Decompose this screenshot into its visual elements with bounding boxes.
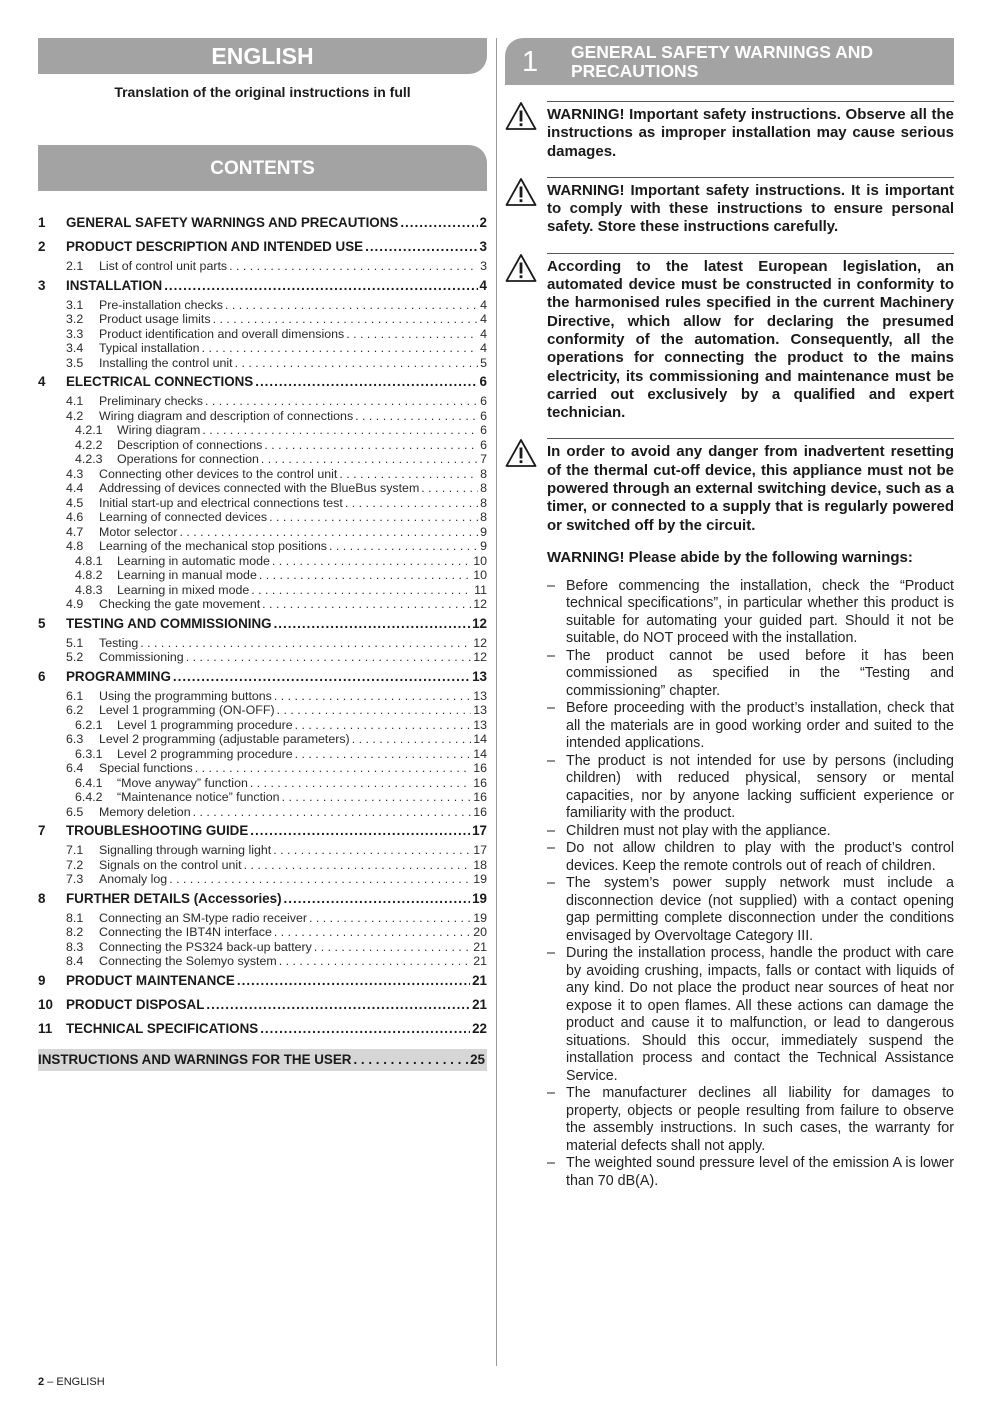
toc-subentry-page: 4: [480, 312, 487, 326]
safety-warning: [505, 177, 954, 237]
toc-entry-page: 21: [472, 972, 487, 988]
toc-subentry-title: Connecting other devices to the control unit: [99, 466, 338, 481]
toc-subentry-title: Level 1 programming procedure: [117, 717, 293, 732]
toc-subentry-number: 4.2.3: [75, 452, 103, 466]
toc-subentry-title: Typical installation: [99, 341, 200, 355]
toc-entry-page: 25: [470, 1052, 485, 1067]
toc-subentry[interactable]: [38, 525, 487, 540]
toc-subentry-number: 3.5: [66, 355, 84, 370]
toc-entry-user-instructions[interactable]: [38, 1049, 487, 1071]
toc-subentry-title: Connecting the IBT4N interface: [99, 925, 272, 939]
toc-subentry-number: 4.9: [66, 597, 84, 611]
toc-subentry-title: Learning in automatic mode: [117, 553, 270, 568]
warning-bullet: – The product cannot be used before it has been commissioned as specified in the “Testing and commissioning” chapter.: [547, 648, 954, 701]
toc-subentry-page: 16: [473, 761, 487, 775]
toc-subentry-title: Learning in manual mode: [117, 568, 257, 582]
toc-subentry-number: 7.2: [66, 857, 84, 872]
table-of-contents: [38, 215, 487, 1041]
toc-subentry[interactable]: [38, 452, 487, 467]
abide-heading: WARNING! Please abide by the following warnings:: [547, 548, 913, 566]
toc-entry[interactable]: [38, 239, 487, 259]
toc-subentry-page: 10: [473, 568, 487, 582]
toc-subentry-page: 5: [480, 355, 487, 370]
toc-subentry-number: 7.1: [66, 843, 84, 857]
toc-subentry[interactable]: [38, 298, 487, 313]
toc-subentry[interactable]: [38, 481, 487, 496]
toc-entry-title: PRODUCT DISPOSAL: [66, 996, 205, 1012]
toc-subentry-title: Level 2 programming (adjustable parameters): [99, 732, 350, 746]
footer-page-number: 2: [38, 1376, 45, 1388]
toc-subentry-page: 14: [473, 732, 487, 746]
toc-subentry[interactable]: [38, 554, 487, 569]
toc-entry-title: TESTING AND COMMISSIONING: [66, 615, 272, 631]
toc-subentry-page: 9: [480, 539, 487, 553]
toc-subentry-page: 19: [473, 910, 487, 925]
toc-subentry-title: Connecting an SM-type radio receiver: [99, 910, 307, 925]
toc-subentry-title: Installing the control unit: [99, 355, 233, 370]
warning-text: According to the latest European legislation, an automated device must be constructed in conformity to the harmonised rules specified in the current Machinery Directive, which allow for declaring the presumed conformity of the automation. Consequently, all the operations for connecting the product to the mains electricity, its commissioning and maintenance must be carried out exclusively by a qualified and expert technician.: [547, 253, 954, 423]
toc-subentry-title: Testing: [99, 635, 139, 650]
toc-subentry-title: Signals on the control unit: [99, 857, 242, 872]
toc-subentry-title: Commissioning: [99, 650, 184, 664]
warning-text: In order to avoid any danger from inadvertent resetting of the thermal cut-off device, this appliance must not be powered through an external switching device, such as a timer, or connected to a supply that is regularly powered or switched off by the circuit.: [547, 438, 954, 534]
toc-entry-number: 1: [38, 215, 46, 230]
left-column: [38, 38, 487, 1071]
toc-subentry-title: Level 1 programming (ON-OFF): [99, 703, 275, 717]
toc-subentry-page: 16: [473, 804, 487, 819]
toc-subentry-number: 6.1: [66, 688, 84, 703]
toc-entry-title: ELECTRICAL CONNECTIONS: [66, 374, 254, 389]
warning-triangle-icon: [505, 101, 537, 131]
toc-section: [38, 997, 487, 1017]
toc-entry-page: 13: [472, 668, 487, 684]
toc-subentry-page: 9: [480, 524, 487, 539]
toc-entry-page: 21: [472, 996, 487, 1012]
safety-warning: [505, 438, 954, 534]
toc-subentry-number: 4.2.1: [75, 423, 103, 437]
translation-subtitle: Translation of the original instructions in full: [114, 84, 411, 100]
toc-subentry-number: 8.3: [66, 939, 84, 954]
toc-subentry-title: Learning of the mechanical stop positions: [99, 539, 327, 553]
toc-entry-page: 2: [479, 215, 487, 230]
toc-subentry-page: 12: [473, 650, 487, 664]
toc-subentry-title: Initial start-up and electrical connections test: [99, 495, 343, 510]
toc-entry-title: INSTRUCTIONS AND WARNINGS FOR THE USER: [38, 1052, 352, 1067]
toc-subentry[interactable]: [38, 732, 487, 747]
warning-triangle-icon: [505, 438, 537, 468]
language-title: ENGLISH: [38, 38, 487, 74]
toc-subentry-number: 4.2.2: [75, 437, 103, 452]
toc-subentry-title: Pre-installation checks: [99, 297, 223, 312]
toc-subentry-title: Signalling through warning light: [99, 843, 272, 857]
toc-entry[interactable]: [38, 823, 487, 843]
toc-entry[interactable]: [38, 616, 487, 636]
toc-subentry-title: Checking the gate movement: [99, 597, 261, 611]
toc-subentry-number: 3.2: [66, 312, 84, 326]
toc-entry[interactable]: [38, 278, 487, 298]
toc-subentry-page: 13: [473, 717, 487, 732]
toc-subentry[interactable]: [38, 650, 487, 665]
toc-entry-title: FURTHER DETAILS (Accessories): [66, 890, 282, 906]
toc-entry-number: 6: [38, 668, 46, 684]
toc-subentry-number: 4.1: [66, 394, 84, 408]
page-footer: [38, 1376, 105, 1388]
toc-subentry-page: 4: [480, 297, 487, 312]
toc-subentry-number: 5.1: [66, 635, 84, 650]
toc-section: [38, 823, 487, 887]
warning-bullet: – Children must not play with the appliance.: [547, 823, 954, 841]
toc-entry-page: 22: [472, 1020, 487, 1036]
toc-subentry-page: 20: [473, 925, 487, 939]
toc-subentry[interactable]: [38, 568, 487, 583]
toc-subentry[interactable]: [38, 327, 487, 342]
warning-text: WARNING! Important safety instructions. It is important to comply with these instructions to ensure personal safety. Store these instructions carefully.: [547, 177, 954, 237]
toc-entry[interactable]: [38, 374, 487, 394]
toc-section: [38, 1021, 487, 1041]
warning-bullet: – The system’s power supply network must include a disconnection device (not supplied) with a contact opening gap permitting complete disconnection under the conditions envisaged by Overvoltage Category III.: [547, 875, 954, 945]
toc-subentry-title: Product usage limits: [99, 312, 211, 326]
toc-subentry-number: 6.3: [66, 732, 84, 746]
toc-subentry-number: 4.7: [66, 524, 84, 539]
toc-subentry-page: 3: [480, 259, 487, 273]
toc-entry-number: 5: [38, 615, 46, 631]
toc-subentry-page: 11: [474, 582, 487, 597]
toc-subentry-page: 6: [480, 408, 487, 423]
toc-entry-page: 4: [479, 277, 487, 293]
toc-subentry-page: 21: [473, 939, 487, 954]
warning-bullet: – Do not allow children to play with the product’s control devices. Keep the remote controls out of reach of children.: [547, 840, 954, 875]
toc-subentry-title: “Maintenance notice” function: [117, 790, 280, 804]
warning-bullet: – The weighted sound pressure level of the emission A is lower than 70 dB(A).: [547, 1155, 954, 1190]
toc-subentry[interactable]: [38, 467, 487, 482]
toc-subentry-title: Special functions: [99, 761, 193, 775]
warning-triangle-icon: [505, 177, 537, 207]
toc-subentry-page: 8: [480, 481, 487, 495]
toc-subentry[interactable]: [38, 423, 487, 438]
toc-section: [38, 616, 487, 665]
toc-entry-page: 3: [479, 239, 487, 254]
toc-subentry-number: 4.6: [66, 510, 84, 524]
toc-section: [38, 215, 487, 235]
right-column: [505, 38, 954, 1190]
toc-subentry-title: Memory deletion: [99, 804, 191, 819]
toc-subentry-number: 8.1: [66, 910, 84, 925]
toc-subentry-page: 12: [473, 635, 487, 650]
toc-subentry-number: 2.1: [66, 259, 84, 273]
toc-entry-number: 9: [38, 972, 46, 988]
toc-subentry-title: Description of connections: [117, 437, 263, 452]
toc-subentry-number: 3.4: [66, 341, 84, 355]
toc-subentry-number: 4.3: [66, 466, 84, 481]
toc-subentry[interactable]: [38, 409, 487, 424]
toc-entry-title: PRODUCT DESCRIPTION AND INTENDED USE: [66, 239, 364, 254]
warning-bullet: – Before commencing the installation, check the “Product technical specifications”, in particular whether this product is suitable for automating your guided part. Should it not be suitable, do NOT proceed with the installation.: [547, 578, 954, 648]
toc-subentry-title: List of control unit parts: [99, 259, 228, 273]
toc-subentry-number: 6.5: [66, 804, 84, 819]
warning-bullet: – The product is not intended for use by persons (including children) with reduced physical, sensory or mental capacities, nor by anyone lacking sufficient experience or familiarity with the product.: [547, 753, 954, 823]
toc-entry-number: 3: [38, 277, 46, 293]
toc-subentry[interactable]: [38, 259, 487, 274]
toc-subentry-title: Wiring diagram: [117, 423, 201, 437]
toc-subentry-number: 4.2: [66, 408, 84, 423]
toc-subentry-number: 4.5: [66, 495, 84, 510]
toc-subentry-page: 13: [473, 703, 487, 717]
toc-subentry-title: Addressing of devices connected with the BlueBus system: [99, 481, 420, 495]
warning-text: WARNING! Important safety instructions. Observe all the instructions as improper installation may cause serious damages.: [547, 101, 954, 161]
toc-subentry-number: 4.8.1: [75, 553, 103, 568]
toc-section: [38, 239, 487, 274]
toc-subentry[interactable]: [38, 761, 487, 776]
toc-subentry[interactable]: [38, 703, 487, 718]
toc-subentry-number: 6.4.2: [75, 790, 103, 804]
toc-subentry-number: 6.2.1: [75, 717, 103, 732]
toc-subentry-page: 4: [480, 326, 487, 341]
toc-subentry-page: 14: [473, 746, 487, 761]
toc-subentry-title: Motor selector: [99, 524, 178, 539]
toc-entry-page: 12: [472, 615, 487, 631]
toc-subentry[interactable]: [38, 583, 487, 598]
toc-subentry[interactable]: [38, 954, 487, 969]
toc-section: [38, 973, 487, 993]
toc-subentry-title: Anomaly log: [99, 872, 168, 886]
toc-entry[interactable]: [38, 891, 487, 911]
toc-entry[interactable]: [38, 215, 487, 235]
toc-entry-page: 17: [472, 823, 487, 838]
toc-subentry[interactable]: [38, 747, 487, 762]
contents-title: CONTENTS: [38, 145, 487, 191]
toc-entry[interactable]: [38, 1021, 487, 1041]
toc-subentry[interactable]: [38, 776, 487, 791]
toc-subentry[interactable]: [38, 438, 487, 453]
toc-subentry[interactable]: [38, 858, 487, 873]
safety-warning: [505, 101, 954, 161]
toc-subentry-number: 7.3: [66, 872, 84, 886]
toc-subentry-page: 16: [473, 790, 487, 804]
toc-subentry-number: 4.8.3: [75, 582, 103, 597]
toc-entry-number: 7: [38, 823, 46, 838]
toc-subentry-page: 21: [473, 954, 487, 968]
toc-subentry-page: 4: [480, 341, 487, 355]
toc-subentry-title: Learning in mixed mode: [117, 582, 250, 597]
toc-subentry[interactable]: [38, 341, 487, 356]
toc-section: [38, 891, 487, 969]
toc-subentry[interactable]: [38, 805, 487, 820]
toc-subentry-title: “Move anyway” function: [117, 775, 248, 790]
toc-subentry-number: 4.8: [66, 539, 84, 553]
toc-subentry-page: 8: [480, 510, 487, 524]
toc-subentry-page: 8: [480, 495, 487, 510]
toc-subentry-page: 17: [473, 843, 487, 857]
toc-subentry-number: 6.3.1: [75, 746, 103, 761]
toc-subentry-title: Preliminary checks: [99, 394, 203, 408]
toc-entry-title: INSTALLATION: [66, 277, 163, 293]
toc-entry-page: 6: [479, 374, 487, 389]
toc-subentry-title: Connecting the PS324 back-up battery: [99, 939, 312, 954]
toc-entry-page: 19: [472, 890, 487, 906]
warnings-list: [505, 101, 954, 535]
toc-subentry[interactable]: [38, 872, 487, 887]
toc-subentry-title: Learning of connected devices: [99, 510, 268, 524]
toc-subentry-page: 13: [473, 688, 487, 703]
warning-triangle-icon: [505, 253, 537, 283]
toc-entry-title: PRODUCT MAINTENANCE: [66, 972, 235, 988]
toc-subentry-page: 19: [473, 872, 487, 886]
toc-subentry-title: Operations for connection: [117, 452, 259, 466]
toc-entry-title: GENERAL SAFETY WARNINGS AND PRECAUTIONS: [66, 215, 399, 230]
toc-subentry-page: 6: [480, 423, 487, 437]
toc-subentry-page: 16: [473, 775, 487, 790]
toc-subentry[interactable]: [38, 636, 487, 651]
toc-subentry[interactable]: [38, 510, 487, 525]
toc-subentry[interactable]: [38, 496, 487, 511]
toc-subentry-page: 18: [473, 857, 487, 872]
warning-bullet: – The manufacturer declines all liability for damages to property, objects or people resulting from failure to observe the assembly instructions. In such cases, the warranty for material defects shall not apply.: [547, 1085, 954, 1155]
toc-subentry-number: 8.4: [66, 954, 84, 968]
toc-subentry[interactable]: [38, 940, 487, 955]
toc-subentry-title: Wiring diagram and description of connections: [99, 408, 354, 423]
toc-entry-title: PROGRAMMING: [66, 668, 171, 684]
warning-bullet: – During the installation process, handle the product with care by avoiding crushing, impacts, falls or contact with liquids of any kind. Do not place the product near sources of heat nor expose it to open flames. All these actions can damage the product and cause it to malfunction, or lead to dangerous situations. Should this occur, immediately suspend the installation process and contact the Technical Assistance Service.: [547, 945, 954, 1085]
toc-subentry[interactable]: [38, 539, 487, 554]
section-title: GENERAL SAFETY WARNINGS AND PRECAUTIONS: [571, 42, 874, 81]
toc-subentry-number: 6.4.1: [75, 775, 103, 790]
toc-subentry-number: 4.4: [66, 481, 84, 495]
toc-subentry[interactable]: [38, 718, 487, 733]
toc-subentry-page: 7: [480, 452, 487, 466]
toc-entry-title: TROUBLESHOOTING GUIDE: [66, 823, 249, 838]
toc-subentry-number: 6.2: [66, 703, 84, 717]
toc-section: [38, 278, 487, 371]
toc-subentry[interactable]: [38, 790, 487, 805]
toc-subentry-number: 6.4: [66, 761, 84, 775]
toc-subentry-title: Level 2 programming procedure: [117, 746, 293, 761]
toc-subentry[interactable]: [38, 911, 487, 926]
toc-entry[interactable]: [38, 997, 487, 1017]
toc-subentry[interactable]: [38, 312, 487, 327]
toc-subentry-page: 12: [473, 597, 487, 611]
toc-entry[interactable]: [38, 669, 487, 689]
warnings-bullet-list: [547, 578, 954, 1191]
toc-entry-number: 2: [38, 239, 46, 254]
toc-entry-number: 10: [38, 996, 53, 1012]
warning-bullet: – Before proceeding with the product’s installation, check that all the materials are in good working order and suited to the intended applications.: [547, 700, 954, 753]
toc-entry-title: TECHNICAL SPECIFICATIONS: [66, 1020, 259, 1036]
section-header: [505, 38, 954, 85]
toc-subentry-title: Connecting the Solemyo system: [99, 954, 277, 968]
toc-subentry[interactable]: [38, 689, 487, 704]
toc-entry-number: 4: [38, 374, 46, 389]
toc-subentry-number: 5.2: [66, 650, 84, 664]
section-number: 1: [522, 46, 539, 78]
toc-subentry[interactable]: [38, 843, 487, 858]
toc-subentry[interactable]: [38, 356, 487, 371]
toc-subentry-number: 8.2: [66, 925, 84, 939]
toc-entry[interactable]: [38, 973, 487, 993]
toc-entry-number: 8: [38, 890, 46, 906]
toc-subentry-number: 3.3: [66, 326, 84, 341]
toc-entry-number: 11: [38, 1020, 53, 1036]
toc-section: [38, 374, 487, 612]
toc-section: [38, 669, 487, 820]
toc-subentry-title: Using the programming buttons: [99, 688, 272, 703]
toc-subentry-number: 3.1: [66, 297, 84, 312]
footer-label: – ENGLISH: [44, 1376, 105, 1388]
toc-subentry[interactable]: [38, 597, 487, 612]
toc-subentry-page: 6: [480, 437, 487, 452]
column-divider: [496, 38, 497, 1366]
toc-subentry-page: 8: [480, 466, 487, 481]
toc-subentry-page: 6: [480, 394, 487, 408]
toc-subentry-number: 4.8.2: [75, 568, 103, 582]
toc-subentry[interactable]: [38, 394, 487, 409]
toc-subentry[interactable]: [38, 925, 487, 940]
toc-subentry-title: Product identification and overall dimensions: [99, 326, 345, 341]
toc-subentry-page: 10: [473, 553, 487, 568]
safety-warning: [505, 253, 954, 423]
